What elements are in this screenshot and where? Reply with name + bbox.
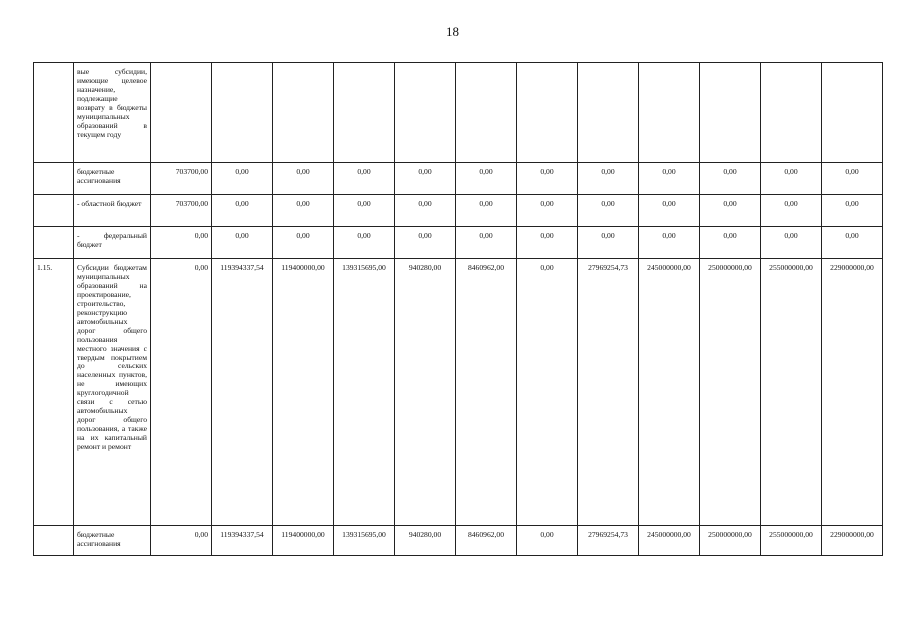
value-cell: 0,00	[639, 163, 700, 195]
value-cell: 119394337,54	[212, 259, 273, 526]
row-description: вые субсидии, имеющие целевое назначение, подлежащие возврату в бюджеты муниципальных образований в текущем году	[74, 63, 151, 163]
value-cell: 119400000,00	[273, 259, 334, 526]
value-cell: 0,00	[334, 195, 395, 227]
value-cell: 139315695,00	[334, 526, 395, 556]
value-cell	[578, 63, 639, 163]
value-cell: 0,00	[395, 163, 456, 195]
value-cell	[212, 63, 273, 163]
value-cell: 0,00	[578, 163, 639, 195]
row-index	[34, 163, 74, 195]
value-cell: 0,00	[517, 227, 578, 259]
value-cell: 255000000,00	[761, 526, 822, 556]
value-cell: 0,00	[639, 195, 700, 227]
table-row	[34, 195, 883, 227]
value-cell: 245000000,00	[639, 526, 700, 556]
value-cell	[395, 63, 456, 163]
value-cell: 0,00	[517, 163, 578, 195]
row-description: - федеральный бюджет	[74, 227, 151, 259]
value-cell: 0,00	[334, 227, 395, 259]
value-cell: 229000000,00	[822, 259, 883, 526]
value-cell: 119400000,00	[273, 526, 334, 556]
value-cell: 0,00	[822, 163, 883, 195]
row-description: Субсидии бюджетам муниципальных образований на проектирование, строительство, реконструкцию автомобильных дорог общего пользования местного значения с твердым покрытием до сельских населенных пунктов, не имеющих круглогодичной связи с сетью автомобильных дорог общего пользования, а также на их капитальный ремонт и ремонт	[74, 259, 151, 526]
value-cell: 940280,00	[395, 526, 456, 556]
table-row	[34, 227, 883, 259]
value-cell: 119394337,54	[212, 526, 273, 556]
value-cell: 0,00	[395, 195, 456, 227]
value-cell	[273, 63, 334, 163]
value-cell: 250000000,00	[700, 259, 761, 526]
value-cell: 0,00	[822, 227, 883, 259]
value-cell: 0,00	[639, 227, 700, 259]
value-cell: 703700,00	[151, 163, 212, 195]
value-cell: 940280,00	[395, 259, 456, 526]
value-cell: 0,00	[700, 163, 761, 195]
value-cell	[517, 63, 578, 163]
value-cell	[822, 63, 883, 163]
value-cell: 0,00	[517, 526, 578, 556]
row-index	[34, 526, 74, 556]
row-description: бюджетные ассигнования	[74, 526, 151, 556]
row-index	[34, 195, 74, 227]
value-cell: 139315695,00	[334, 259, 395, 526]
value-cell: 255000000,00	[761, 259, 822, 526]
table-row	[34, 259, 883, 526]
value-cell: 0,00	[212, 195, 273, 227]
page-number: 18	[446, 24, 459, 39]
value-cell: 8460962,00	[456, 259, 517, 526]
value-cell: 0,00	[700, 227, 761, 259]
value-cell: 0,00	[578, 227, 639, 259]
value-cell: 0,00	[456, 163, 517, 195]
value-cell: 0,00	[761, 195, 822, 227]
value-cell: 703700,00	[151, 195, 212, 227]
value-cell: 0,00	[151, 227, 212, 259]
value-cell: 0,00	[517, 259, 578, 526]
value-cell	[761, 63, 822, 163]
value-cell: 0,00	[517, 195, 578, 227]
value-cell: 0,00	[151, 259, 212, 526]
value-cell: 27969254,73	[578, 526, 639, 556]
value-cell: 0,00	[273, 195, 334, 227]
value-cell: 0,00	[151, 526, 212, 556]
value-cell: 0,00	[822, 195, 883, 227]
row-index	[34, 227, 74, 259]
row-index: 1.15.	[34, 259, 74, 526]
value-cell: 27969254,73	[578, 259, 639, 526]
value-cell	[456, 63, 517, 163]
value-cell: 229000000,00	[822, 526, 883, 556]
value-cell: 0,00	[761, 227, 822, 259]
value-cell	[334, 63, 395, 163]
value-cell: 0,00	[578, 195, 639, 227]
row-index	[34, 63, 74, 163]
value-cell: 250000000,00	[700, 526, 761, 556]
value-cell: 0,00	[761, 163, 822, 195]
value-cell: 0,00	[273, 163, 334, 195]
row-description: бюджетные ассигнования	[74, 163, 151, 195]
value-cell: 0,00	[273, 227, 334, 259]
value-cell	[639, 63, 700, 163]
value-cell: 0,00	[334, 163, 395, 195]
table-row	[34, 63, 883, 163]
table-row	[34, 163, 883, 195]
value-cell: 245000000,00	[639, 259, 700, 526]
value-cell: 0,00	[395, 227, 456, 259]
value-cell: 0,00	[456, 227, 517, 259]
value-cell: 8460962,00	[456, 526, 517, 556]
value-cell: 0,00	[700, 195, 761, 227]
value-cell: 0,00	[456, 195, 517, 227]
table-row	[34, 526, 883, 556]
value-cell	[151, 63, 212, 163]
budget-table	[33, 62, 883, 556]
value-cell: 0,00	[212, 227, 273, 259]
row-description: - областной бюджет	[74, 195, 151, 227]
value-cell: 0,00	[212, 163, 273, 195]
value-cell	[700, 63, 761, 163]
